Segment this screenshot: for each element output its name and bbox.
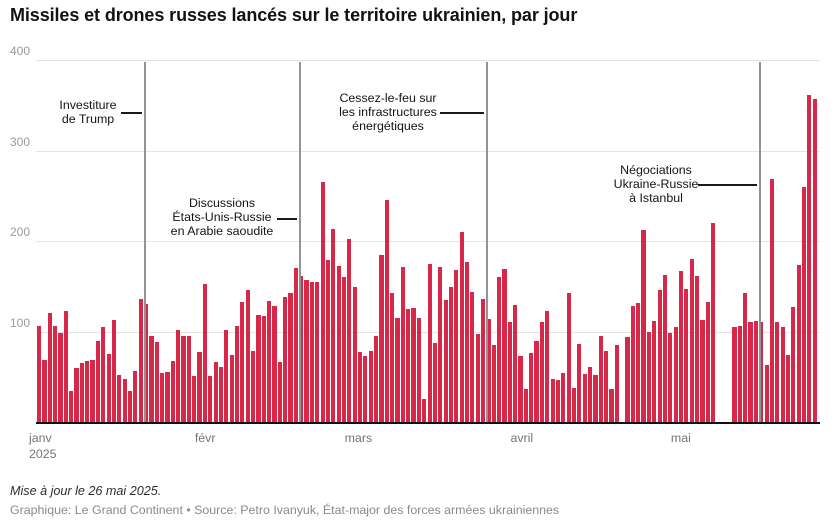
bar xyxy=(230,355,234,422)
bar xyxy=(379,255,383,422)
bar xyxy=(139,299,143,422)
bar xyxy=(706,302,710,422)
annotation-connector-cessez-le-feu-energie xyxy=(440,112,484,114)
bar xyxy=(353,287,357,422)
bar xyxy=(433,343,437,422)
month-label-janv: janv xyxy=(29,431,52,445)
annotation-line: de Trump xyxy=(61,112,115,126)
bar xyxy=(690,259,694,422)
bar xyxy=(791,307,795,422)
bar xyxy=(224,330,228,422)
bar xyxy=(219,367,223,422)
bar xyxy=(652,321,656,422)
annotation-discussions-arabie-saoudite xyxy=(152,196,292,238)
bar xyxy=(502,269,506,422)
bar xyxy=(214,362,218,422)
bar xyxy=(748,322,752,422)
bar xyxy=(577,344,581,422)
annotation-connector-investiture-trump xyxy=(121,112,142,114)
bar xyxy=(470,292,474,422)
bar xyxy=(609,389,613,422)
footer-credit: Graphique: Le Grand Continent • Source: Petro Ivanyuk, État-major des forces armées ukrainiennes xyxy=(10,503,560,517)
bar xyxy=(738,326,742,422)
bar xyxy=(454,270,458,422)
annotation-line: énergétiques xyxy=(352,119,424,133)
bar xyxy=(668,333,672,422)
bar xyxy=(181,336,185,422)
bar xyxy=(304,280,308,422)
bar xyxy=(203,284,207,422)
gridline-400 xyxy=(36,60,820,61)
month-label-févr: févr xyxy=(194,431,216,445)
bar xyxy=(754,321,758,422)
bar xyxy=(518,356,522,422)
bar xyxy=(556,380,560,422)
bar xyxy=(80,363,84,422)
y-tick-label-300: 300 xyxy=(10,134,31,149)
bar xyxy=(465,262,469,422)
annotation-line: États-Unis-Russie xyxy=(172,210,272,224)
bar xyxy=(807,95,811,422)
bar xyxy=(64,311,68,422)
bar xyxy=(235,326,239,422)
bar xyxy=(529,353,533,422)
bar xyxy=(679,271,683,422)
bar xyxy=(192,376,196,422)
bar xyxy=(781,327,785,422)
bar xyxy=(294,268,298,422)
annotation-cessez-le-feu-energie xyxy=(318,91,458,133)
bar xyxy=(165,372,169,422)
bar xyxy=(251,351,255,422)
bar xyxy=(647,332,651,423)
bar xyxy=(658,290,662,422)
bar xyxy=(331,229,335,422)
bar xyxy=(786,355,790,422)
gridline-300 xyxy=(36,151,820,152)
bar xyxy=(770,179,774,422)
annotation-line: Ukraine-Russie xyxy=(613,177,699,191)
bar xyxy=(112,320,116,422)
annotation-connector-discussions-arabie-saoudite xyxy=(277,218,297,220)
month-label-avril: avril xyxy=(510,431,534,445)
bar xyxy=(369,351,373,422)
y-tick-label-100: 100 xyxy=(10,315,31,330)
bar xyxy=(476,334,480,422)
bar xyxy=(58,333,62,422)
bar xyxy=(636,303,640,422)
bar xyxy=(700,320,704,422)
bar xyxy=(315,282,319,422)
bar xyxy=(743,293,747,422)
annotation-connector-negociations-istanbul xyxy=(698,184,757,186)
y-tick-label-200: 200 xyxy=(10,225,31,239)
bar xyxy=(272,306,276,422)
bar xyxy=(347,239,351,422)
bar xyxy=(187,336,191,422)
bar xyxy=(246,290,250,422)
bar xyxy=(85,361,89,422)
bar xyxy=(545,311,549,422)
gridline-200 xyxy=(36,241,820,242)
bar xyxy=(625,337,629,422)
bar xyxy=(765,365,769,422)
bar xyxy=(428,264,432,422)
bar xyxy=(513,305,517,422)
bar xyxy=(176,330,180,422)
bar xyxy=(438,267,442,422)
bar xyxy=(481,299,485,422)
bar xyxy=(208,376,212,422)
event-line-negociations-istanbul xyxy=(759,62,761,422)
bar xyxy=(288,293,292,422)
bar xyxy=(197,352,201,422)
annotation-line: Discussions xyxy=(188,196,256,210)
bar xyxy=(695,276,699,422)
bar xyxy=(641,230,645,422)
bar xyxy=(561,373,565,422)
bar xyxy=(540,322,544,422)
bar xyxy=(283,297,287,422)
bar xyxy=(615,345,619,422)
bar xyxy=(74,368,78,422)
bar xyxy=(37,326,41,422)
bar xyxy=(278,362,282,422)
bar xyxy=(326,260,330,422)
bar xyxy=(449,287,453,422)
chart-title: Missiles et drones russes lancés sur le territoire ukrainien, par jour xyxy=(10,5,578,25)
bar xyxy=(240,302,244,422)
bar xyxy=(604,351,608,422)
bar xyxy=(401,267,405,422)
annotation-line: Cessez-le-feu sur xyxy=(339,91,437,105)
bar xyxy=(534,341,538,422)
month-label-mars: mars xyxy=(344,431,373,445)
bar xyxy=(797,265,801,422)
bar xyxy=(267,301,271,422)
bar xyxy=(374,336,378,422)
bar xyxy=(256,315,260,422)
bar xyxy=(567,293,571,422)
bar xyxy=(363,356,367,422)
bar xyxy=(321,182,325,422)
y-tick-label-400: 400 xyxy=(10,44,31,58)
bar xyxy=(551,379,555,422)
bar xyxy=(262,316,266,422)
bar xyxy=(117,375,121,422)
bar xyxy=(524,389,528,422)
annotation-line: Négociations xyxy=(620,163,692,177)
bar xyxy=(411,308,415,422)
bar xyxy=(395,318,399,422)
annotation-line: Investiture xyxy=(59,98,117,112)
footer-updated-note: Mise à jour le 26 mai 2025. xyxy=(10,484,162,498)
bar xyxy=(48,313,52,422)
bar xyxy=(422,399,426,422)
bar xyxy=(406,309,410,422)
bar xyxy=(583,374,587,422)
bar xyxy=(497,277,501,422)
bar xyxy=(631,306,635,422)
bar xyxy=(663,275,667,422)
bar xyxy=(460,232,464,422)
bar xyxy=(599,336,603,422)
bar xyxy=(160,373,164,422)
bar xyxy=(171,361,175,422)
bar xyxy=(444,300,448,422)
bar xyxy=(155,342,159,422)
x-axis-baseline xyxy=(36,422,820,424)
bar xyxy=(813,99,817,422)
bar xyxy=(358,352,362,422)
bar xyxy=(417,318,421,422)
year-label: 2025 xyxy=(29,447,57,461)
bar xyxy=(149,336,153,422)
bar xyxy=(508,322,512,422)
bar xyxy=(310,282,314,422)
bar xyxy=(69,391,73,422)
bar xyxy=(390,293,394,422)
bar xyxy=(802,187,806,422)
bar xyxy=(107,354,111,422)
event-line-discussions-arabie-saoudite xyxy=(299,62,301,422)
bar xyxy=(133,371,137,422)
bar xyxy=(684,289,688,422)
bar xyxy=(90,360,94,422)
annotation-line: les infrastructures xyxy=(339,105,437,119)
bar xyxy=(342,277,346,422)
bar xyxy=(674,327,678,422)
bar xyxy=(492,345,496,422)
bar xyxy=(123,379,127,422)
bar xyxy=(588,367,592,422)
event-line-cessez-le-feu-energie xyxy=(486,62,488,422)
bar xyxy=(42,360,46,422)
bar xyxy=(385,200,389,422)
month-label-mai: mai xyxy=(670,431,691,445)
bar xyxy=(128,391,132,422)
annotation-line: à Istanbul xyxy=(629,191,683,205)
bar xyxy=(96,341,100,422)
bar xyxy=(337,266,341,422)
bar xyxy=(593,375,597,422)
bar xyxy=(775,322,779,422)
bar xyxy=(572,388,576,422)
bar xyxy=(101,327,105,422)
bar xyxy=(711,223,715,422)
bar xyxy=(732,327,736,422)
bar xyxy=(53,326,57,422)
annotation-line: en Arabie saoudite xyxy=(170,224,274,238)
